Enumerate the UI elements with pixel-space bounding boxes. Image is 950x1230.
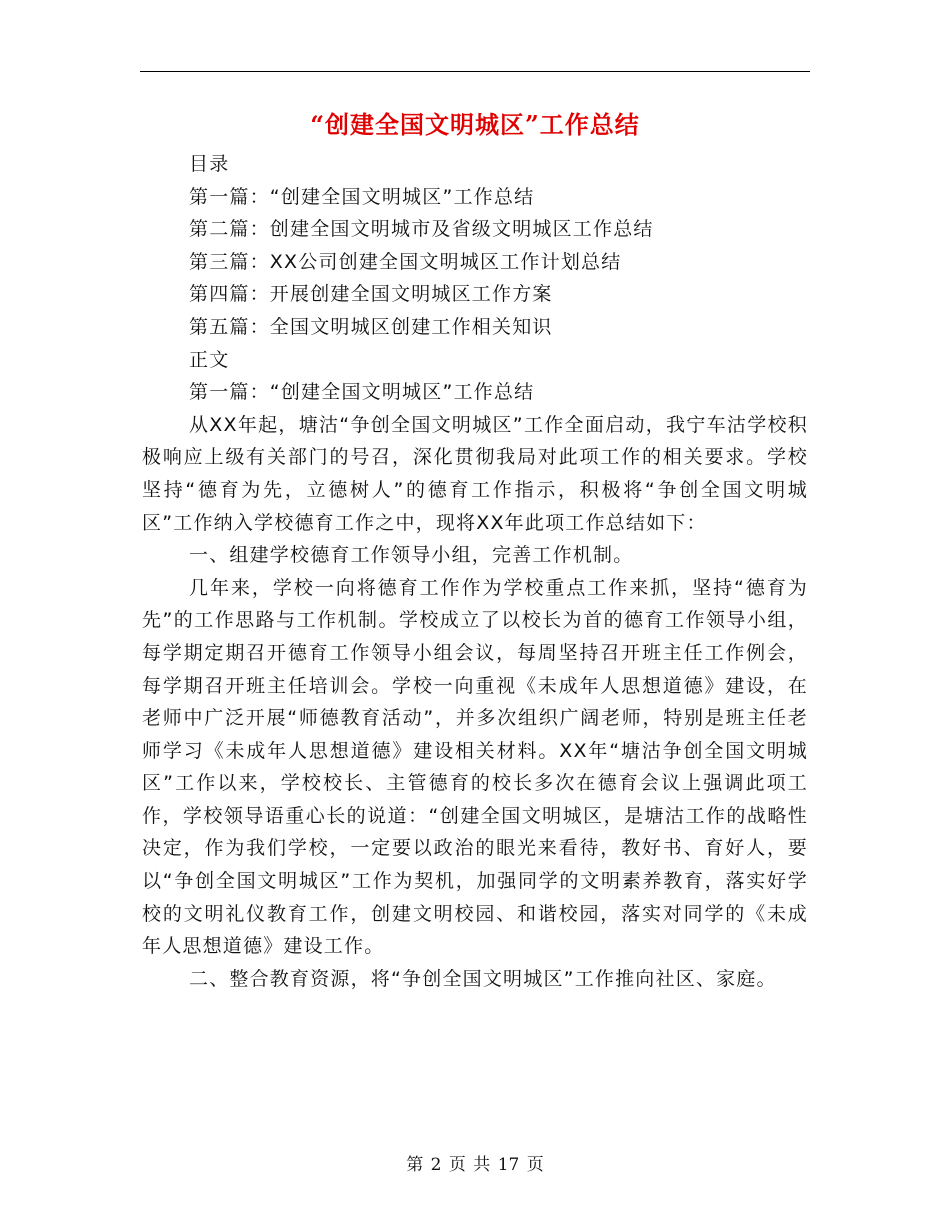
section-heading: 一、组建学校德育工作领导小组，完善工作机制。	[189, 544, 634, 567]
paragraph: 从XX年起，塘沽“争创全国文明城区”工作全面启动，我宁车沽学校积极响应上级有关部门的号召，深化贯彻我局对此项工作的相关要求。学校坚持“德育为先，立德树人”的德育工作指示，积极将“争创全国文明城区”工作纳入学校德育工作之中，现将XX年此项工作总结如下：	[142, 413, 808, 534]
document-body	[142, 148, 808, 995]
toc-item: 第五篇：全国文明城区创建工作相关知识	[189, 315, 553, 338]
toc-item: 第一篇：“创建全国文明城区”工作总结	[189, 185, 535, 208]
toc-item: 第二篇：创建全国文明城市及省级文明城区工作总结	[189, 218, 654, 241]
body-heading: 正文	[189, 348, 230, 371]
toc-item: 第四篇：开展创建全国文明城区工作方案	[189, 283, 553, 306]
page-number: 第 2 页 共 17 页	[406, 1155, 544, 1175]
document-title: “创建全国文明城区”工作总结	[310, 110, 640, 139]
toc-heading: 目录	[189, 153, 230, 175]
toc-item: 第三篇：XX公司创建全国文明城区工作计划总结	[189, 250, 622, 273]
header-rule	[140, 71, 810, 72]
chapter-heading: 第一篇：“创建全国文明城区”工作总结	[189, 381, 535, 404]
section-heading: 二、整合教育资源，将“争创全国文明城区”工作推向社区、家庭。	[189, 967, 777, 990]
paragraph: 几年来，学校一向将德育工作作为学校重点工作来抓，坚持“德育为先”的工作思路与工作机制。学校成立了以校长为首的德育工作领导小组，每学期定期召开德育工作领导小组会议，每周坚持召开班主任工作例会，每学期召开班主任培训会。学校一向重视《未成年人思想道德》建设，在老师中广泛开展“师德教育活动”，并多次组织广阔老师，特别是班主任老师学习《未成年人思想道德》建设相关材料。XX年“塘沽争创全国文明城区”工作以来，学校校长、主管德育的校长多次在德育会议上强调此项工作，学校领导语重心长的说道：“创建全国文明城区，是塘沽工作的战略性决定，作为我们学校，一定要以政治的眼光来看待，教好书、育好人，要以“争创全国文明城区”工作为契机，加强同学的文明素养教育，落实好学校的文明礼仪教育工作，创建文明校园、和谐校园，落实对同学的《未成年人思想道德》建设工作。	[142, 576, 808, 958]
